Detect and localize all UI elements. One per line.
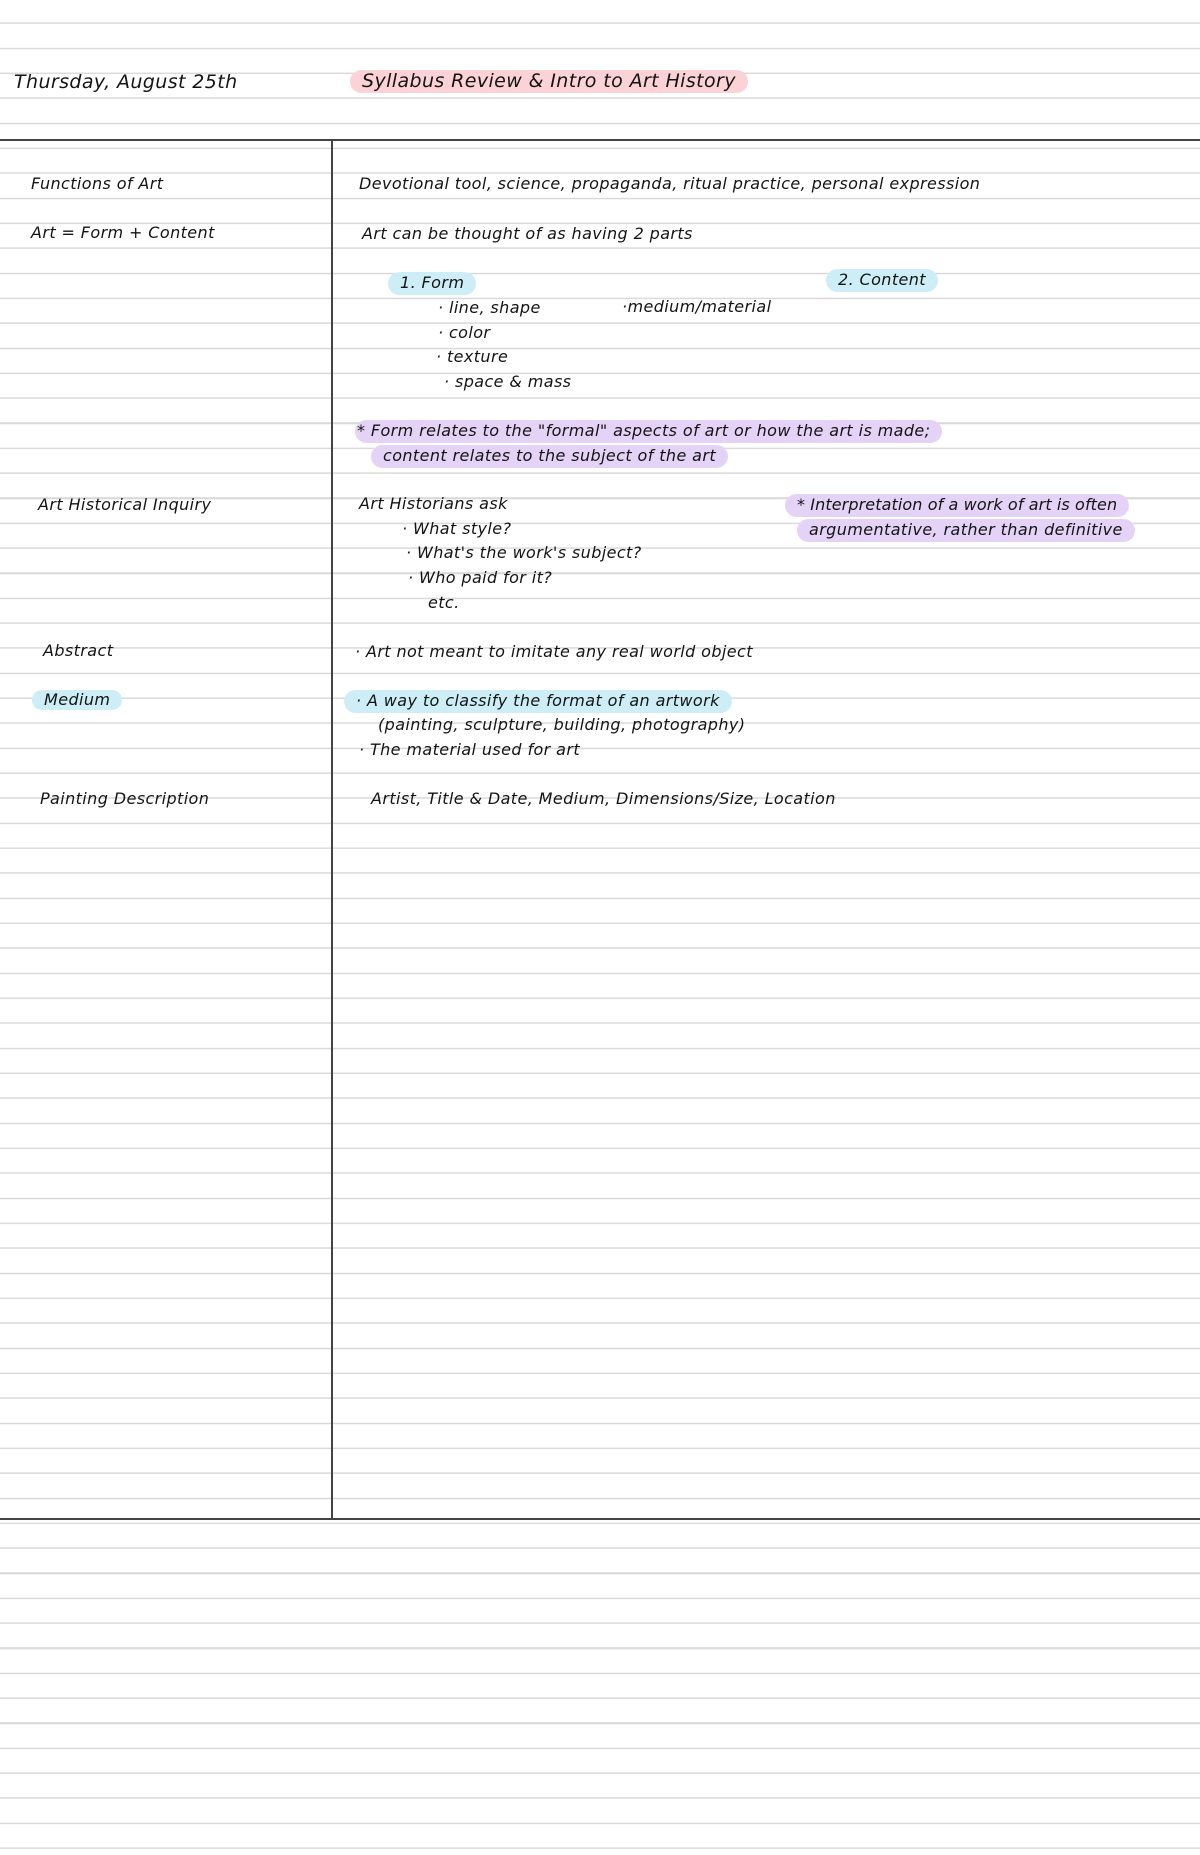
question-etc: etc.	[428, 593, 460, 612]
abstract-definition: · Art not meant to imitate any real world object	[355, 642, 753, 661]
cue-medium: Medium	[32, 690, 122, 710]
formal-aspects-note-line-1: * Form relates to the "formal" aspects of art or how the art is made;	[355, 420, 942, 443]
art-historians-ask: Art Historians ask	[359, 494, 508, 513]
form-item-color: · color	[438, 323, 491, 342]
note-date: Thursday, August 25th	[14, 71, 238, 93]
cue-painting-description: Painting Description	[40, 789, 210, 808]
medium-definition-line-2: (painting, sculpture, building, photography)	[378, 715, 746, 734]
form-heading: 1. Form	[388, 272, 476, 295]
medium-definition-line-1: · A way to classify the format of an artwork	[344, 690, 732, 713]
cue-art-form-content: Art = Form + Content	[31, 223, 215, 242]
form-item-texture: · texture	[436, 347, 509, 366]
interpretation-note-line-1: * Interpretation of a work of art is often	[785, 494, 1129, 517]
question-works-subject: · What's the work's subject?	[406, 543, 642, 562]
interpretation-note-line-2: argumentative, rather than definitive	[797, 519, 1135, 542]
cue-abstract: Abstract	[43, 641, 114, 660]
medium-definition-line-3: · The material used for art	[359, 740, 580, 759]
question-what-style: · What style?	[402, 519, 512, 538]
cue-column-divider-line	[331, 141, 333, 1519]
note-title: Syllabus Review & Intro to Art History	[350, 70, 748, 93]
form-item-line-shape: · line, shape	[438, 298, 541, 317]
question-who-paid: · Who paid for it?	[408, 568, 553, 587]
functions-of-art-list: Devotional tool, science, propaganda, ritual practice, personal expression	[359, 174, 981, 193]
header-divider-line	[0, 139, 1200, 141]
painting-description-fields: Artist, Title & Date, Medium, Dimensions/Size, Location	[371, 789, 836, 808]
formal-aspects-note-line-2: content relates to the subject of the art	[371, 445, 728, 468]
two-parts-note: Art can be thought of as having 2 parts	[362, 224, 693, 243]
cue-functions-of-art: Functions of Art	[31, 174, 164, 193]
cue-art-historical-inquiry: Art Historical Inquiry	[38, 495, 212, 514]
content-heading: 2. Content	[826, 269, 938, 292]
form-item-space-mass: · space & mass	[444, 372, 572, 391]
summary-divider-line	[0, 1518, 1200, 1520]
form-item-medium-material: ·medium/material	[622, 297, 772, 316]
